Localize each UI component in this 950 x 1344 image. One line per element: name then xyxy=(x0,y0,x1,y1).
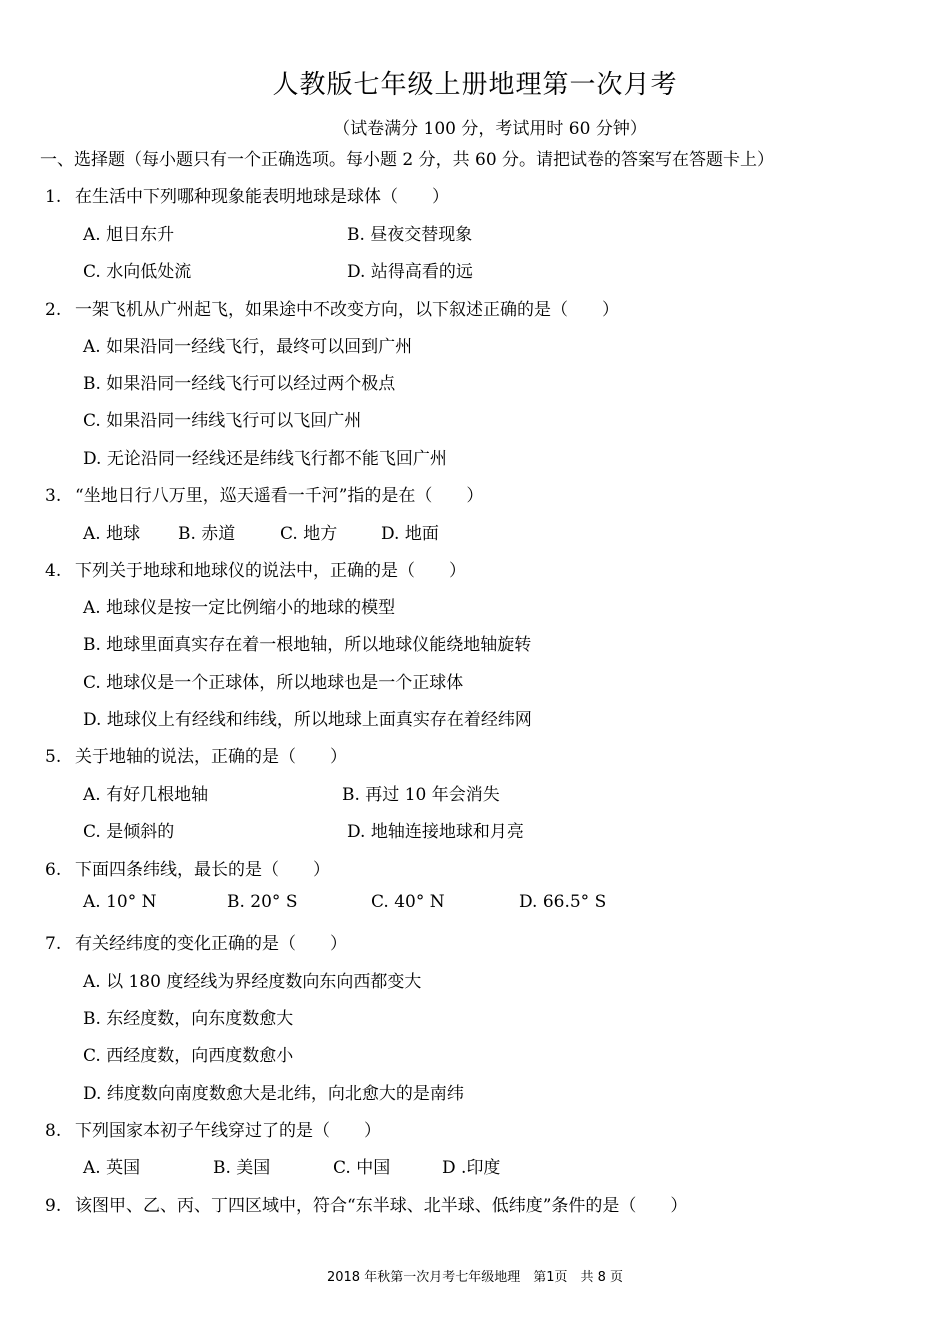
question-4 xyxy=(45,556,466,581)
question-number: 2. xyxy=(45,300,62,320)
option-1d: D. 站得高看的远 xyxy=(347,262,473,282)
question-number: 9. xyxy=(45,1196,62,1216)
question-number: 8. xyxy=(45,1121,62,1141)
page-footer: 2018 年秋第一次月考七年级地理 第1页 共 8 页 xyxy=(326,1270,624,1285)
option-3d: D. 地面 xyxy=(381,524,439,544)
question-9 xyxy=(45,1191,687,1216)
question-8 xyxy=(45,1116,381,1141)
option-7a: A. 以 180 度经线为界经度数向东向西都变大 xyxy=(83,972,422,992)
option-2c: C. 如果沿同一纬线飞行可以飞回广州 xyxy=(83,411,362,431)
option-4d: D. 地球仪上有经线和纬线，所以地球上面真实存在着经纬网 xyxy=(83,710,532,730)
option-4c: C. 地球仪是一个正球体，所以地球也是一个正球体 xyxy=(83,673,464,693)
option-7b: B. 东经度数，向东度数愈大 xyxy=(83,1009,294,1029)
option-5c: C. 是倾斜的 xyxy=(83,822,175,842)
option-8b: B. 美国 xyxy=(213,1158,271,1178)
option-4a: A. 地球仪是按一定比例缩小的地球的模型 xyxy=(83,598,396,618)
question-text: 该图甲、乙、丙、丁四区域中，符合“东半球、北半球、低纬度”条件的是（ ） xyxy=(75,1196,688,1216)
question-text: 下列关于地球和地球仪的说法中，正确的是（ ） xyxy=(75,561,466,581)
option-1c: C. 水向低处流 xyxy=(83,262,192,282)
question-number: 3. xyxy=(45,486,62,506)
question-number: 5. xyxy=(45,747,62,767)
question-1 xyxy=(45,182,449,207)
option-6d: D. 66.5° S xyxy=(519,892,607,912)
exam-subtitle: （试卷满分 100 分，考试用时 60 分钟） xyxy=(333,119,647,139)
question-7 xyxy=(45,929,347,954)
question-2 xyxy=(45,295,619,320)
option-4b: B. 地球里面真实存在着一根地轴，所以地球仪能绕地轴旋转 xyxy=(83,635,532,655)
question-5 xyxy=(45,742,347,767)
option-3c: C. 地方 xyxy=(280,524,338,544)
question-text: “坐地日行八万里，巡天遥看一千河”指的是在（ ） xyxy=(75,486,484,506)
question-text: 在生活中下列哪种现象能表明地球是球体（ ） xyxy=(75,187,449,207)
option-8c: C. 中国 xyxy=(333,1158,391,1178)
option-5d: D. 地轴连接地球和月亮 xyxy=(347,822,524,842)
option-6c: C. 40° N xyxy=(371,892,445,912)
option-8a: A. 英国 xyxy=(83,1158,141,1178)
option-6a: A. 10° N xyxy=(83,892,157,912)
question-text: 关于地轴的说法，正确的是（ ） xyxy=(75,747,347,767)
option-2b: B. 如果沿同一经线飞行可以经过两个极点 xyxy=(83,374,396,394)
option-5a: A. 有好几根地轴 xyxy=(83,785,209,805)
option-7c: C. 西经度数，向西度数愈小 xyxy=(83,1046,294,1066)
option-3a: A. 地球 xyxy=(83,524,141,544)
question-text: 一架飞机从广州起飞，如果途中不改变方向，以下叙述正确的是（ ） xyxy=(75,300,619,320)
question-number: 4. xyxy=(45,561,62,581)
option-3b: B. 赤道 xyxy=(178,524,236,544)
option-8d: D .印度 xyxy=(442,1158,501,1178)
option-6b: B. 20° S xyxy=(227,892,298,912)
question-6 xyxy=(45,855,330,880)
page-title: 人教版七年级上册地理第一次月考 xyxy=(272,70,678,100)
question-number: 1. xyxy=(45,187,62,207)
option-1a: A. 旭日东升 xyxy=(83,225,175,245)
question-number: 6. xyxy=(45,860,62,880)
question-number: 7. xyxy=(45,934,62,954)
option-1b: B. 昼夜交替现象 xyxy=(347,225,473,245)
question-text: 下列国家本初子午线穿过了的是（ ） xyxy=(75,1121,381,1141)
option-2d: D. 无论沿同一经线还是纬线飞行都不能飞回广州 xyxy=(83,449,447,469)
question-text: 有关经纬度的变化正确的是（ ） xyxy=(75,934,347,954)
option-7d: D. 纬度数向南度数愈大是北纬，向北愈大的是南纬 xyxy=(83,1084,464,1104)
option-2a: A. 如果沿同一经线飞行，最终可以回到广州 xyxy=(83,337,413,357)
section-heading: 一、选择题（每小题只有一个正确选项。每小题 2 分，共 60 分。请把试卷的答案写在答题卡上） xyxy=(40,150,775,170)
option-5b: B. 再过 10 年会消失 xyxy=(342,785,500,805)
question-text: 下面四条纬线，最长的是（ ） xyxy=(75,860,330,880)
question-3 xyxy=(45,481,483,506)
